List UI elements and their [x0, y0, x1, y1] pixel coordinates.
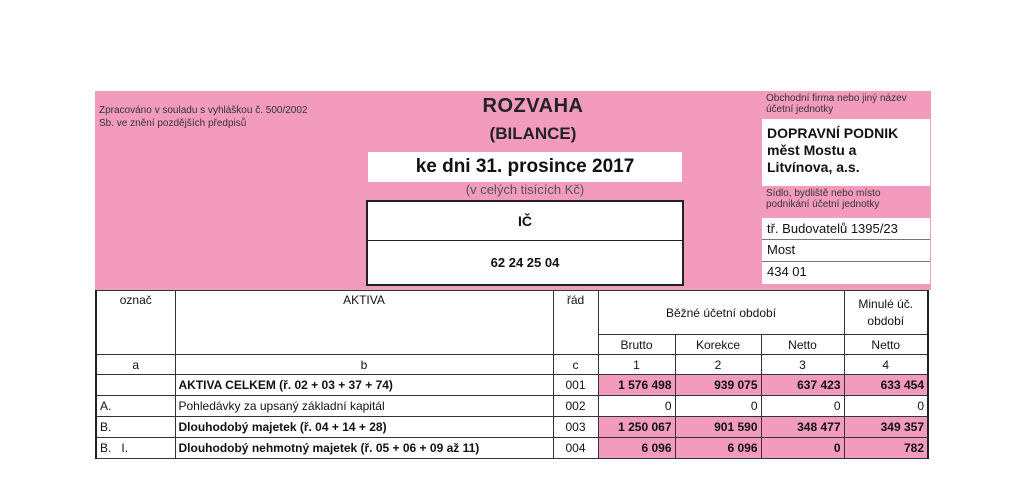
code-b: b [175, 355, 553, 375]
cell-brutto: 1 576 498 [598, 375, 675, 396]
row-number: 004 [553, 438, 598, 459]
address-street: tř. Budovatelů 1395/23 [767, 221, 898, 236]
header-row-1 [96, 291, 928, 335]
cell-korekce: 0 [675, 396, 761, 417]
address-divider [762, 239, 930, 240]
row-label: AKTIVA CELKEM (ř. 02 + 03 + 37 + 74) [175, 375, 553, 396]
col-header-korekce: Korekce [675, 335, 761, 355]
col-header-prior-period [844, 291, 928, 335]
row-number: 002 [553, 396, 598, 417]
cell-netto-prior: 0 [844, 396, 928, 417]
address-city: Most [767, 242, 796, 257]
cell-netto: 0 [761, 438, 844, 459]
document-title: ROZVAHA [482, 95, 584, 117]
legal-note-line-1: Zpracováno v souladu s vyhláškou č. 500/2002 [99, 105, 308, 116]
address-divider [762, 261, 930, 262]
row-mark [96, 375, 175, 396]
cell-brutto: 6 096 [598, 438, 675, 459]
ic-value: 62 24 25 04 [490, 255, 560, 270]
document-subtitle: (BILANCE) [489, 124, 577, 143]
cell-netto-prior: 633 454 [844, 375, 928, 396]
cell-korekce: 6 096 [675, 438, 761, 459]
col-header-netto-prior: Netto [844, 335, 928, 355]
row-mark: A. [96, 396, 175, 417]
cell-netto: 0 [761, 396, 844, 417]
code-2: 2 [675, 355, 761, 375]
col-header-rad: řád [553, 291, 598, 355]
cell-netto: 637 423 [761, 375, 844, 396]
code-c: c [553, 355, 598, 375]
cell-netto: 348 477 [761, 417, 844, 438]
code-1: 1 [598, 355, 675, 375]
firm-name-box [762, 119, 930, 186]
cell-brutto: 0 [598, 396, 675, 417]
cell-netto-prior: 349 357 [844, 417, 928, 438]
address-zip: 434 01 [767, 264, 807, 279]
table-row [96, 438, 928, 459]
cell-korekce: 939 075 [675, 375, 761, 396]
table-row [96, 396, 928, 417]
code-a: a [96, 355, 175, 375]
col-header-brutto: Brutto [598, 335, 675, 355]
row-number: 003 [553, 417, 598, 438]
legal-note-line-2: Sb. ve znění pozdějších předpisů [99, 118, 247, 129]
address-box [762, 218, 930, 284]
col-header-netto: Netto [761, 335, 844, 355]
row-label: Dlouhodobý majetek (ř. 04 + 14 + 28) [175, 417, 553, 438]
table-row [96, 375, 928, 396]
col-header-oznac: označ [96, 291, 175, 355]
row-mark: B. [96, 417, 175, 438]
firm-label: Obchodní firma nebo jiný název účetní jednotky [766, 93, 907, 115]
row-number: 001 [553, 375, 598, 396]
code-4: 4 [844, 355, 928, 375]
col-header-aktiva: AKTIVA [175, 291, 553, 355]
ic-box [366, 200, 684, 286]
prior-period-line-1: Minulé úč. [858, 296, 914, 311]
cell-korekce: 901 590 [675, 417, 761, 438]
balance-date: ke dni 31. prosince 2017 [368, 152, 682, 182]
seat-label: Sídlo, bydliště nebo místo podnikání účetní jednotky [766, 188, 881, 210]
row-label: Pohledávky za upsaný základní kapitál [175, 396, 553, 417]
cell-netto-prior: 782 [844, 438, 928, 459]
code-3: 3 [761, 355, 844, 375]
firm-name-line-3: Litvínova, a.s. [767, 159, 860, 175]
row-label: Dlouhodobý nehmotný majetek (ř. 05 + 06 + 09 až 11) [175, 438, 553, 459]
prior-period-line-2: období [867, 313, 905, 328]
row-mark [96, 438, 175, 459]
table-row [96, 417, 928, 438]
units-note: (v celých tisících Kč) [465, 182, 585, 197]
firm-name-line-2: měst Mostu a [767, 142, 857, 158]
header-row-codes [96, 355, 928, 375]
cell-brutto: 1 250 067 [598, 417, 675, 438]
firm-name [767, 125, 927, 176]
col-header-current-period: Běžné účetní období [598, 291, 844, 335]
legal-note [99, 104, 369, 130]
ic-label: IČ [368, 202, 682, 241]
firm-name-line-1: DOPRAVNÍ PODNIK [767, 125, 899, 141]
assets-table [95, 290, 929, 459]
row-mark-roman: I. [121, 441, 129, 455]
row-mark-letter: B. [100, 441, 112, 455]
